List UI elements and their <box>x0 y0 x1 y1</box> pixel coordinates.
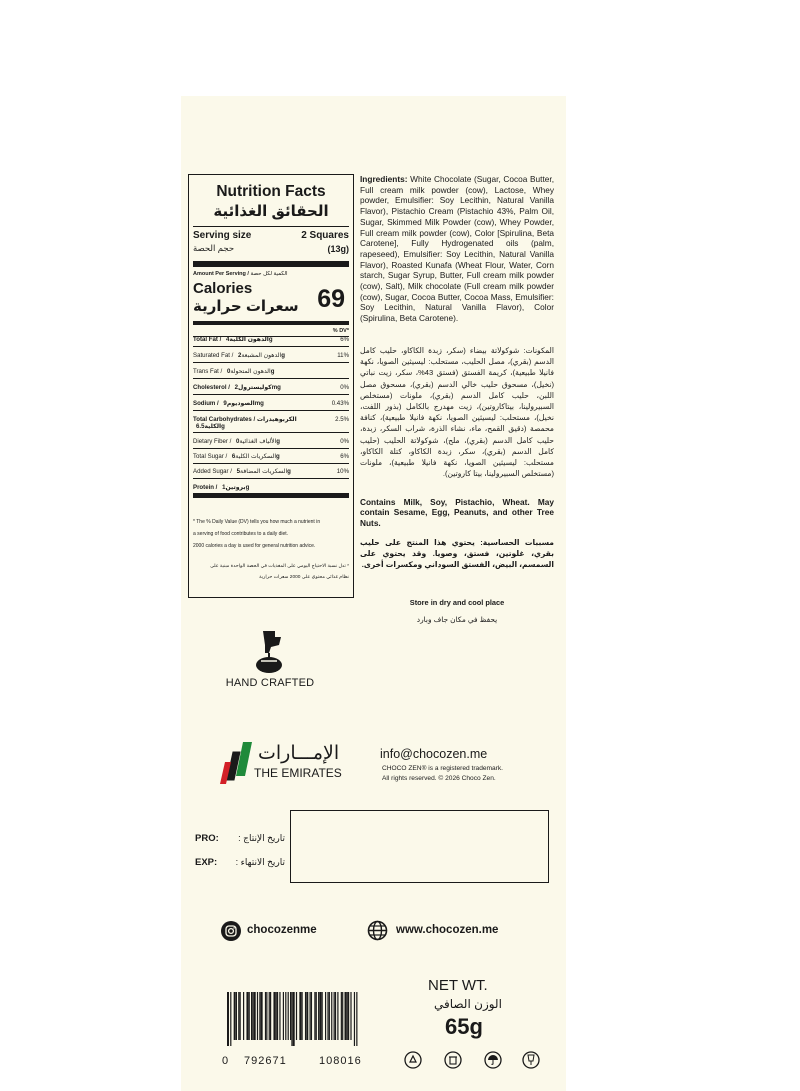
footnote-line: 2000 calories a day is used for general nutrition advice. <box>193 543 316 549</box>
barcode-bar <box>354 992 355 1046</box>
barcode-bar <box>322 992 323 1040</box>
barcode-bar <box>234 992 236 1040</box>
barcode-bar <box>290 992 291 1040</box>
nutrient-label: Total Sugar / السكريات الكلية <box>193 453 277 460</box>
food-safe-glass-icon <box>522 1051 540 1069</box>
barcode-bar <box>310 992 311 1040</box>
nutrient-row <box>193 333 349 347</box>
nutrient-row <box>193 450 349 464</box>
thick-divider <box>193 321 349 325</box>
nutrition-facts-panel <box>188 174 354 598</box>
nutrition-title-ar: الحقائق الغذائية <box>213 203 329 220</box>
barcode-bar <box>283 992 284 1040</box>
nutrient-label: Saturated Fat / الدهون المشبعة <box>193 352 282 359</box>
barcode-bar <box>265 992 266 1040</box>
barcode-bar <box>296 992 297 1040</box>
ingredients-text: Ingredients: White Chocolate (Sugar, Cocoa Butter, Full cream milk powder (cow), Lactose, Whey powder, Emulsifier: Soy Lecithin, Natural Vanilla Flavor), Pistachio Cream (Pistachio 43%, Palm Oil, Sugar, Skimmed Milk Powder (cow), Whey Powder, Full cream milk powder (cow), Color [Spirulina, Beta Carotene], Fully Hydrogenated oils (palm, rapeseed), Emulsifier: Soy Lecithin, Natural Vanilla Flavor), Roasted Kunafa (Wheat Flour, Water, Corn starch, Sugar Syrup, Butter, Full cream milk powder (cow), Salt), Milk chocolate (Full cream milk powder (cow), Sugar, Cocoa Butter, Cocoa Mass, Emulsifier: Soy Lecithin, Natural Vanilla Flavor), Color (Spirulina, Beta Carotene). <box>360 174 554 324</box>
nutrient-amount: 2mg <box>234 384 281 391</box>
barcode <box>221 992 375 1054</box>
nutrient-daily-value: 11% <box>337 352 349 359</box>
footnote-ar-line: نظام غذائي محتوي على 2000 سعرات حرارية <box>259 575 349 580</box>
barcode-bar <box>261 992 263 1040</box>
nutrient-label: Protein / بروتين <box>193 484 246 491</box>
nutrient-amount: 4g <box>226 336 273 343</box>
nutrient-label: Sodium / الصوديوم <box>193 400 255 407</box>
nutrient-amount: 6g <box>231 453 280 460</box>
barcode-bar <box>318 992 319 1040</box>
barcode-bar <box>306 992 308 1040</box>
nutrition-title: Nutrition Facts <box>216 183 326 200</box>
barcode-bar <box>279 992 280 1040</box>
instagram-handle[interactable]: chocozenme <box>247 924 317 936</box>
nutrient-amount: 0g <box>235 438 281 445</box>
barcode-bar <box>331 992 332 1040</box>
allergen-statement-ar: مسببات الحساسية: يحتوي هذا المنتج على حليب بقري، غلوتين، فستق، وصويا. وقد يحتوي على السمسم، البيض، الفستق السوداني ومكسرات أخرى. <box>360 538 554 569</box>
divider <box>193 226 349 227</box>
barcode-bar <box>270 992 271 1040</box>
barcode-bar <box>276 992 277 1040</box>
production-date-label-ar: تاريخ الإنتاج : <box>238 833 285 843</box>
nutrient-amount: 5g <box>236 468 291 475</box>
barcode-bar <box>348 992 349 1040</box>
barcode-bar <box>230 992 231 1046</box>
barcode-bar <box>335 992 336 1040</box>
nutrient-label: Dietary Fiber / الألياف الغذائية <box>193 438 277 445</box>
barcode-bar <box>238 992 239 1040</box>
barcode-bar <box>285 992 286 1040</box>
emirates-label-en: THE EMIRATES <box>254 766 342 780</box>
barcode-bar <box>243 992 244 1040</box>
dispose-bin-icon <box>444 1051 462 1069</box>
recycle-icon <box>404 1051 422 1069</box>
nutrient-label: Total Carbohydrates / الكربوهيدرات الكلية <box>193 416 297 430</box>
net-weight-label-ar: الوزن الصافي <box>434 997 502 1011</box>
barcode-bar <box>356 992 357 1046</box>
barcode-bar <box>311 992 312 1040</box>
barcode-digits: 792671 <box>244 1055 287 1067</box>
ingredients-text-ar: المكونات: شوكولاتة بيضاء (سكر، زبدة الكاكاو، حليب كامل الدسم (بقري)، مصل الحليب، مستحلب: ليسيثين الصويا، نكهة فانيلا طبيعية)، كريمة الفستق (فستق 43%، سكر، زيت نباتي (نخيل)، مسحوق حليب خالي الدسم (بقري)، مسحوق مصل اللبن، حليب كامل الدسم (بقري)، ملونات (مستخلص السبيرولينا، بيتاكاروتين)، زيت مهدرج بالكامل (بذور اللفت، نخيل)، مستحلب: ليسيثين الصويا، نكهة فانيلا طبيعية)، كنافة محمصة (دقيق القمح، ماء، نشاء الذرة، شراب السكر، زبدة، حليب كامل الدسم (بقري)، ملح)، شوكولاتة الحليب (حليب كامل الدسم (بقري)، سكر، زبدة الكاكاو، كتلة الكاكاو، مستحلب: ليسيثين الصويا، نكهة فانيلا طبيعية)، ملونات (مستخلص السبيرولينا، بيتا كاروتين). <box>360 346 554 479</box>
barcode-bar <box>337 992 338 1040</box>
net-weight-label: NET WT. <box>428 977 488 994</box>
nutrient-daily-value: 10% <box>336 468 349 475</box>
storage-instruction-ar: يحفظ في مكان جاف وبارد <box>416 615 498 624</box>
barcode-bar <box>291 992 292 1046</box>
website-link[interactable]: www.chocozen.me <box>396 924 499 936</box>
contact-email[interactable]: info@chocozen.me <box>380 747 488 761</box>
calories-value: 69 <box>317 285 345 313</box>
nutrient-row <box>193 365 349 379</box>
barcode-bar <box>252 992 253 1040</box>
footnote-ar-line: * تدل نسبة الاحتياج اليومي على المغذيات في الحصة الواحدة مبنية على <box>210 564 349 569</box>
nutrient-daily-value: 0% <box>340 438 349 445</box>
nutrient-row <box>193 397 349 411</box>
serving-size-label: Serving size <box>193 230 252 241</box>
barcode-bar <box>293 992 295 1046</box>
nutrient-row <box>193 465 349 479</box>
barcode-bar <box>251 992 252 1040</box>
barcode-bar <box>345 992 347 1040</box>
barcode-bar <box>325 992 326 1040</box>
nutrient-daily-value: 6% <box>340 336 349 343</box>
barcode-bar <box>302 992 303 1040</box>
storage-instruction: Store in dry and cool place <box>409 598 505 607</box>
barcode-bar <box>319 992 321 1040</box>
barcode-bar <box>305 992 306 1040</box>
nutrient-label: Trans Fat / الدهون المتحولة <box>193 368 271 375</box>
expiry-date-label-ar: تاريخ الانتهاء : <box>235 857 285 867</box>
expiry-date-label: EXP: <box>195 857 218 868</box>
barcode-bar <box>254 992 256 1040</box>
barcode-bar <box>314 992 315 1040</box>
trademark-line: CHOCO ZEN® is a registered trademark. <box>382 765 504 772</box>
barcode-digit: 0 <box>222 1055 229 1067</box>
umbrella-keep-dry-icon <box>484 1051 502 1069</box>
instagram-icon <box>221 921 241 941</box>
nutrient-row <box>193 413 349 433</box>
date-stamp-box <box>290 810 549 883</box>
footnote-line: a serving of food contributes to a daily diet. <box>193 531 289 537</box>
barcode-bar <box>288 992 289 1040</box>
barcode-bar <box>269 992 270 1040</box>
barcode-bar <box>299 992 301 1040</box>
barcode-bar <box>249 992 250 1040</box>
nutrient-row <box>193 349 349 363</box>
serving-size-value: 2 Squares <box>301 230 349 241</box>
barcode-bar <box>277 992 278 1040</box>
trademark-line: All rights reserved. © 2026 Choco Zen. <box>382 775 496 782</box>
barcode-bar <box>236 992 237 1040</box>
footnote-line: * The % Daily Value (DV) tells you how much a nutrient in <box>193 519 321 525</box>
barcode-bar <box>329 992 330 1040</box>
barcode-bar <box>327 992 328 1040</box>
barcode-bar <box>342 992 343 1040</box>
barcode-bar <box>246 992 248 1040</box>
nutrient-amount: 0g <box>226 368 275 375</box>
barcode-bar <box>266 992 267 1040</box>
globe-icon <box>367 920 388 941</box>
serving-grams: (13g) <box>327 244 349 254</box>
barcode-bar <box>257 992 258 1040</box>
thick-divider <box>193 261 349 267</box>
hand-crafted-label: HAND CRAFTED <box>225 677 315 689</box>
nutrient-daily-value: 0% <box>340 384 349 391</box>
barcode-bar <box>227 992 229 1046</box>
daily-value-header: % DV* <box>332 328 349 334</box>
amount-per-serving: Amount Per Serving / الكمية لكل حصة <box>193 271 288 277</box>
nutrient-label: Added Sugar / السكريات المضافة <box>193 468 288 475</box>
barcode-bar <box>259 992 260 1040</box>
nutrient-amount: 9mg <box>223 400 264 407</box>
barcode-digits: 108016 <box>319 1055 362 1067</box>
barcode-bar <box>334 992 335 1040</box>
calories-label: Calories <box>193 280 253 297</box>
thick-divider <box>193 493 349 498</box>
nutrient-row <box>193 435 349 449</box>
calories-label-ar: سعرات حرارية <box>193 298 299 315</box>
production-date-label: PRO: <box>195 833 219 844</box>
nutrient-label: Total Fat / الدهون الكلية <box>193 336 269 343</box>
barcode-bar <box>341 992 342 1040</box>
emirates-flag-icon <box>219 742 253 784</box>
nutrient-label: Cholesterol / كوليسترول <box>193 384 272 391</box>
nutrient-amount: 1g <box>222 484 250 491</box>
hand-crafted-icon <box>245 625 295 675</box>
nutrient-amount: 2g <box>238 352 285 359</box>
nutrient-daily-value: 6% <box>340 453 349 460</box>
nutrient-daily-value: 0.43% <box>331 400 349 407</box>
barcode-bar <box>273 992 275 1040</box>
barcode-bar <box>240 992 241 1040</box>
nutrient-row <box>193 381 349 395</box>
serving-size-label-ar: حجم الحصة <box>193 243 235 253</box>
nutrient-amount: 6.5g <box>196 423 225 430</box>
barcode-bar <box>347 992 348 1040</box>
barcode-bar <box>350 992 351 1040</box>
allergen-statement: Contains Milk, Soy, Pistachio, Wheat. May contain Sesame, Egg, Peanuts, and other Tree Nuts. <box>360 497 554 528</box>
net-weight-value: 65g <box>445 1014 483 1039</box>
nutrient-daily-value: 2.5% <box>335 416 349 423</box>
barcode-bar <box>316 992 317 1040</box>
emirates-label-ar: الإمـــارات <box>258 743 340 764</box>
